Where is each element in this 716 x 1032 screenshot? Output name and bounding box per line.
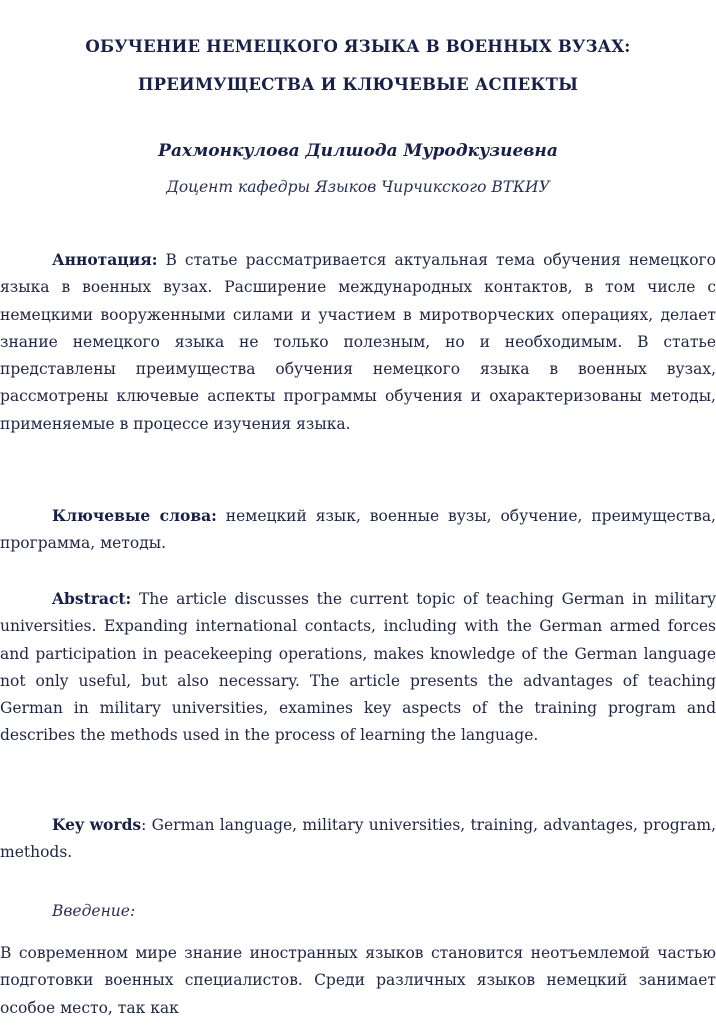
annotation-text: В статье рассматривается актуальная тема обучения немецкого языка в военных вузах. Расширение международных контактов, в том числе с немецкими вооруженными силами и участием в миротворческих операциях, делает знание немецкого языка не только полезным, но и необходимым. В статье представлены преимущества обучения немецкого языка в военных вузах, рассмотрены ключевые аспекты программы обучения и охарактеризованы методы, применяемые в процессе изучения языка. xyxy=(0,251,716,433)
annotation-label: Аннотация: xyxy=(52,250,158,269)
abstract-section xyxy=(0,585,716,750)
keywords-en-text: : German language, military universities, training, advantages, program, methods. xyxy=(0,816,716,862)
keywords-ru-label: Ключевые слова: xyxy=(52,506,217,525)
keywords-ru-section xyxy=(0,502,716,558)
keywords-en-label: Key words xyxy=(52,815,142,834)
introduction-section xyxy=(0,940,716,1022)
keywords-ru-paragraph xyxy=(0,502,716,558)
abstract-text: The article discusses the current topic of teaching German in military universities. Expanding international contacts, including with the German armed forces and participation in peacekeeping operations, makes knowledge of the German language not only useful, but also necessary. The article presents the advantages of teaching German in military universities, examines key aspects of the training program and describes the methods used in the process of learning the language. xyxy=(0,590,716,745)
keywords-en-section xyxy=(0,811,716,867)
author-name: Рахмонкулова Дилшода Муродкузиевна xyxy=(158,141,558,161)
abstract-paragraph xyxy=(0,585,716,750)
keywords-en-paragraph xyxy=(0,811,716,867)
keywords-ru-text: немецкий язык, военные вузы, обучение, преимущества, программа, методы. xyxy=(0,507,716,553)
author-affiliation: Доцент кафедры Языков Чирчикского ВТКИУ xyxy=(166,178,550,196)
paper-title-line-1: ОБУЧЕНИЕ НЕМЕЦКОГО ЯЗЫКА В ВОЕННЫХ ВУЗАХ: xyxy=(85,37,631,56)
paper-title-line-2: ПРЕИМУЩЕСТВА И КЛЮЧЕВЫЕ АСПЕКТЫ xyxy=(137,75,579,94)
annotation-paragraph xyxy=(0,246,716,438)
abstract-label: Abstract: xyxy=(52,589,132,608)
introduction-heading: Введение: xyxy=(52,902,136,920)
annotation-section xyxy=(0,246,716,438)
introduction-paragraph: В современном мире знание иностранных языков становится неотъемлемой частью подготовки военных специалистов. Среди различных языков немецкий занимает особое место, так как xyxy=(0,944,716,1017)
